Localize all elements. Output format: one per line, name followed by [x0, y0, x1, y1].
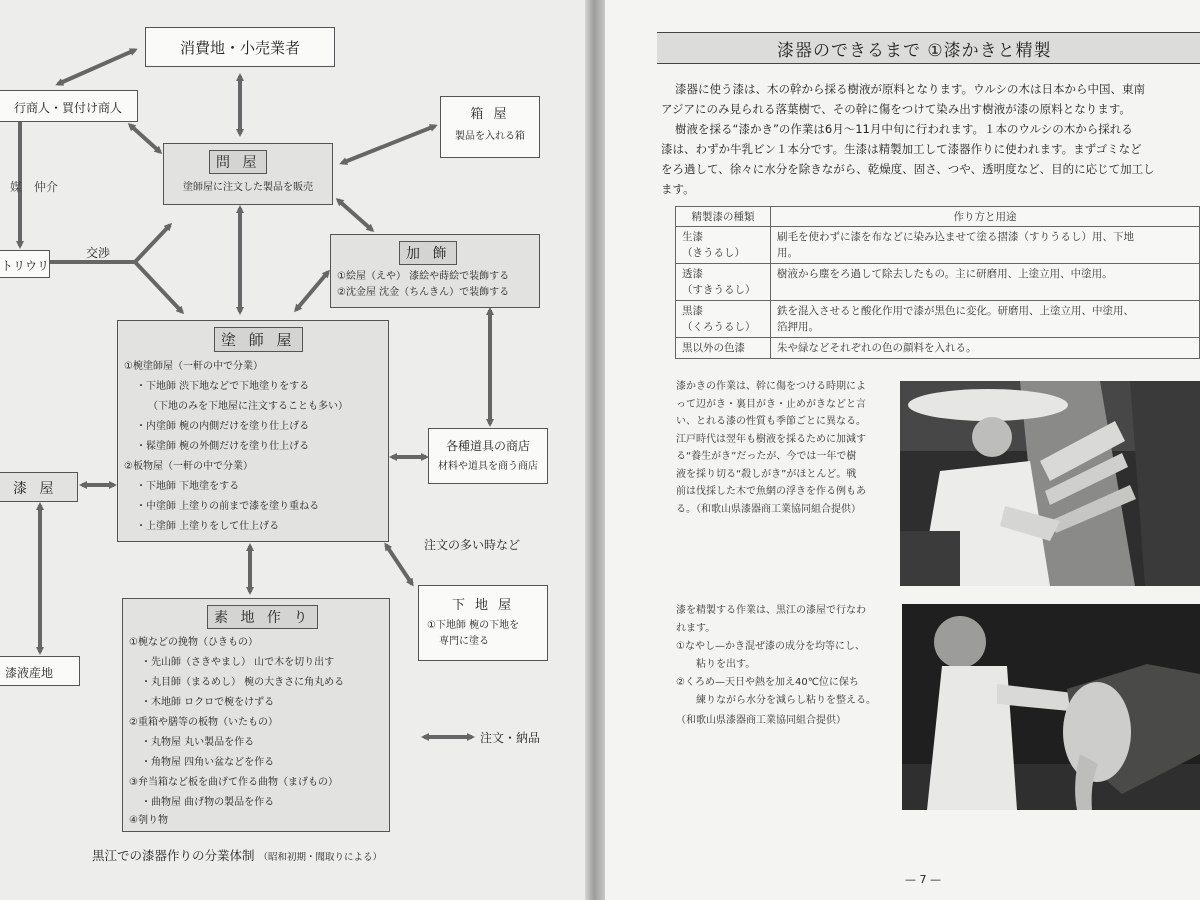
table-cell-name: 透漆 [682, 268, 703, 280]
arrow-ton-kasho [338, 200, 372, 230]
table-header-row [676, 207, 1200, 227]
nushi-line: ・中塗師 上塗りの前まで漆を塗り重ねる [136, 501, 320, 512]
nushi-line: ・髹塗師 椀の外側だけを塗り仕上げる [136, 441, 310, 452]
shitaji-line: 専門に塗る [439, 636, 489, 647]
table-row [676, 264, 1200, 301]
table-row [676, 338, 1200, 359]
kiji-line: ①椀などの挽物（ひきもの） [129, 637, 258, 648]
kiji-title: 素 地 作 り [207, 605, 318, 629]
section-header [657, 32, 1200, 64]
table-cell-reading: （くろうるし） [682, 321, 756, 333]
caption-sub: （昭和初期・聞取りによる） [258, 852, 383, 863]
ton-desc: 塗師屋に注文した製品を販売 [183, 182, 313, 193]
table-row [676, 301, 1200, 338]
caption-line: （和歌山県漆器商工業協同組合提供） [676, 715, 846, 726]
shitaji-line: ①下地師 椀の下地を [427, 620, 520, 631]
torioiri-label: トリウリ [1, 259, 50, 273]
arrow-merchant-ton [130, 125, 160, 152]
table-header: 作り方と用途 [771, 207, 1200, 227]
ton-box [163, 143, 333, 205]
kasho-line: ②沈金屋 沈金（ちんきん）で装飾する [337, 287, 510, 298]
hako-desc: 製品を入れる箱 [455, 131, 525, 142]
shitaji-box [418, 585, 548, 661]
nushi-line: ②板物屋（一軒の中で分業） [124, 461, 253, 472]
table-cell-desc: 刷毛を使わずに漆を布などに染み込ませて塗る摺漆（すりうるし）用、下地 [777, 231, 1134, 243]
arrow-hako-ton [342, 126, 435, 163]
caption-line: 漆を精製する作業は、黒江の漆屋で行なわ [676, 605, 866, 616]
table-cell-desc: 用。 [777, 247, 798, 259]
kiji-line: ・曲物屋 曲げ物の製品を作る [141, 797, 275, 808]
kiji-line: ・木地師 ロクロで椀をけずる [141, 697, 275, 708]
kasho-line: ①絵屋（えや） 漆絵や蒔絵で装飾する [337, 271, 510, 282]
book-gutter [585, 0, 605, 900]
kiji-line: ③弁当箱など板を曲げて作る曲物（まげもの） [129, 777, 338, 788]
kiji-line: ・丸物屋 丸い製品を作る [141, 737, 255, 748]
intro-line: ます。 [661, 182, 695, 196]
nushi-line: ・下地師 渋下地などで下地塗りをする [136, 381, 310, 392]
caption-line: 江戸時代は翌年も樹液を採るために加減す [676, 434, 866, 445]
caption-main: 黒江での漆器作りの分業体制 [92, 848, 255, 863]
ton-title: 問 屋 [209, 150, 267, 174]
nushi-line: ①椀塗師屋（一軒の中で分業） [124, 361, 263, 372]
arrow-kasho-nushi [296, 272, 328, 310]
legend-label: 注文・納品 [480, 731, 541, 745]
consumer-label: 消費地・小売業者 [179, 39, 300, 57]
urushiya-box [0, 472, 78, 502]
table-row [676, 227, 1200, 264]
caption-line: る“養生がき”だったが、今では一年で樹 [676, 451, 857, 462]
intro-line: をろ過して、徐々に水分を除きながら、乾燥度、固さ、つや、透明度など、目的に応じて加工し [661, 162, 1155, 176]
merchant-box [0, 90, 138, 122]
nushi-box [117, 320, 389, 542]
table-cell-desc: 鉄を混入させると酸化作用で漆が黒色に変化。研磨用、上塗立用、中塗用、 [777, 305, 1134, 317]
kiji-box [122, 598, 390, 832]
kasho-title: 加 飾 [399, 241, 457, 265]
intro-line: 漆器に使う漆は、木の幹から採る樹液が原料となります。ウルシの木は日本から中国、東南 [675, 82, 1145, 96]
merchant-label: 行商人・買付け商人 [13, 101, 122, 115]
caption-line: い、とれる漆の性質も季節ごとに異なる。 [676, 416, 866, 427]
section-header-title: 漆器のできるまで ①漆かきと精製 [777, 41, 1052, 61]
table-cell-desc: 箔押用。 [777, 321, 819, 333]
intro-line: アジアにのみ見られる落葉樹で、その幹に傷をつけて染み出す樹液が漆の原料となります。 [661, 102, 1131, 116]
nushi-title: 塗 師 屋 [214, 327, 303, 352]
chukai-label: 仲介 [34, 180, 59, 194]
caption-line: ②くろめ—天日や熱を加え40℃位に保ち [676, 677, 859, 688]
kiji-line: ・角物屋 四角い盆などを作る [141, 757, 275, 768]
kiji-line: ②重箱や膳等の板物（いたもの） [129, 717, 278, 728]
table-cell-desc: 朱や緑などそれぞれの色の顔料を入れる。 [771, 338, 1200, 359]
right-page [605, 0, 1200, 900]
table-cell-name: 黒以外の色漆 [676, 338, 771, 359]
diagram-caption [92, 846, 382, 864]
dogu-title: 各種道具の商店 [445, 439, 530, 453]
kiji-line: ④刳り物 [129, 815, 168, 826]
urushiya-label: 漆 屋 [13, 481, 58, 497]
table-cell-name: 生漆 [682, 231, 703, 243]
kasho-box [330, 234, 540, 308]
sanchi-label: 漆液産地 [5, 666, 54, 680]
consumer-box [145, 27, 335, 67]
table-cell-reading: （きうるし） [682, 247, 745, 259]
caption-line: 練りながら水分を減らし粘りを整える。 [676, 695, 876, 706]
shitaji-title: 下 地 屋 [451, 598, 515, 613]
caption-line: 漆かきの作業は、幹に傷をつける時期によ [676, 381, 866, 392]
nushi-line: ・上塗師 上塗りをして仕上げる [136, 521, 280, 532]
hako-box [440, 96, 540, 158]
caption-line: 粘りを出す。 [676, 659, 756, 670]
kiji-line: ・丸目師（まるめし） 椀の大きさに角丸める [141, 677, 345, 688]
hako-title: 箱 屋 [470, 107, 510, 122]
caption-line: 前は伐採した木で魚網の浮きを作る例もあ [676, 486, 866, 497]
table-cell-desc: 樹液から塵をろ過して除去したもの。主に研磨用、上塗立用、中塗用。 [777, 268, 1113, 280]
refined-lacquer-table [675, 206, 1200, 359]
intro-line: 漆は、わずか牛乳ビン１本分です。生漆は精製加工して漆器作りに使われます。まずゴミなど [661, 142, 1142, 156]
kosho-label: 交渉 [86, 246, 111, 260]
dogu-desc: 材料や道具を商う商店 [438, 461, 538, 472]
table-cell-reading: （すきうるし） [682, 284, 756, 296]
arrow-consumer-merchant [58, 50, 135, 84]
intro-line: 樹液を採る“漆かき”の作業は6月〜11月中旬に行われます。１本のウルシの木から採れる [675, 122, 1133, 136]
photo-urushi-tapping [900, 381, 1200, 586]
torioiri-box [0, 250, 50, 278]
sanchi-box [0, 656, 80, 686]
caption-line: ①なやし—かき混ぜ漆の成分を均等にし、 [676, 641, 865, 652]
table-header: 精製漆の種類 [676, 207, 771, 227]
caption-line: れます。 [676, 623, 716, 634]
caption-line: って辺がき・裏目がき・止めがきなどと言 [676, 399, 866, 410]
kiji-line: ・先山師（さきやまし） 山で木を切り出す [141, 657, 335, 668]
nushi-line: （下地のみを下地屋に注文することも多い） [148, 401, 348, 412]
dogu-box [428, 428, 548, 484]
photo-urushi-refining [902, 604, 1200, 810]
nushi-line: ・内塗師 椀の内側だけを塗り仕上げる [136, 421, 310, 432]
caption-line: 液を採り切る“殺しがき”がほとんど。戦 [676, 469, 857, 480]
nushi-line: ・下地師 下地塗をする [136, 481, 240, 492]
arrow-nushi-shitaji [386, 545, 412, 584]
table-cell-name: 黒漆 [682, 305, 703, 317]
baikai-label: 媒 [10, 180, 23, 194]
caption-line: る。（和歌山県漆器商工業協同組合提供） [676, 504, 861, 515]
chumon-note: 注文の多い時など [424, 538, 521, 552]
page-number: — 7 — [905, 873, 941, 886]
left-page [0, 0, 585, 900]
